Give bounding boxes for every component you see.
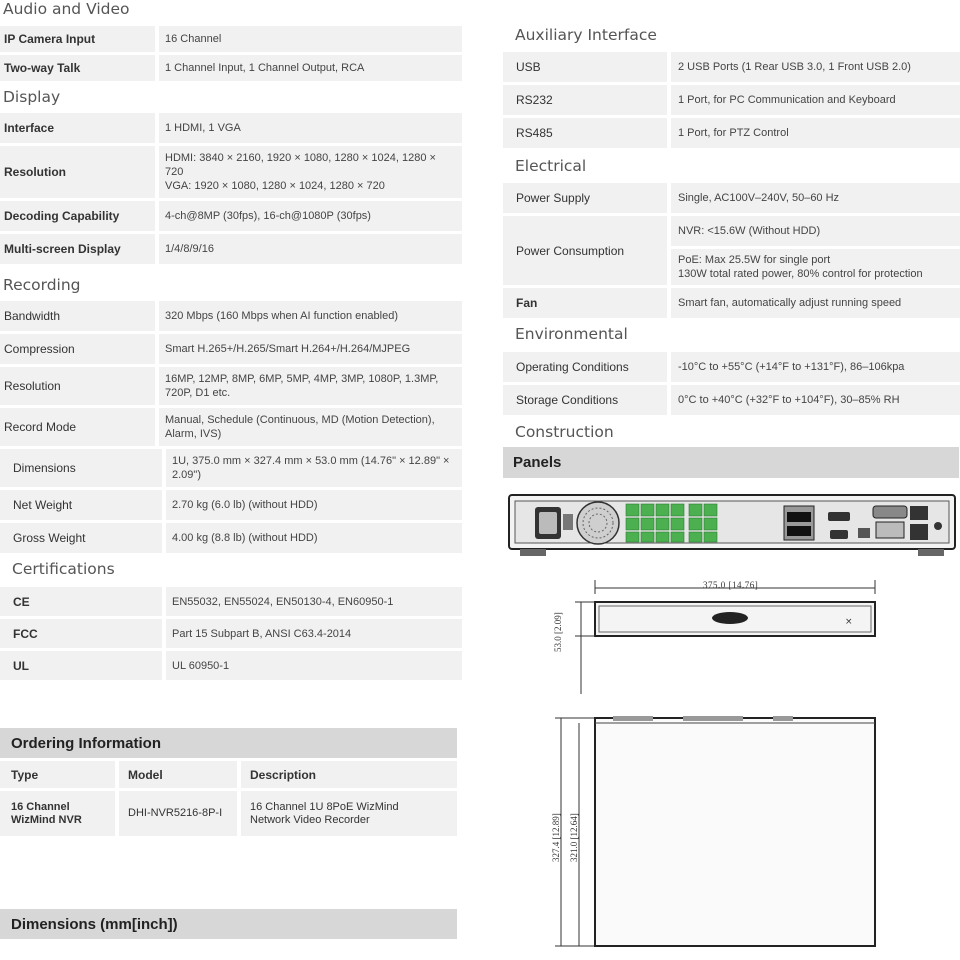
spec-value: 2.70 kg (6.0 lb) (without HDD)	[166, 490, 462, 520]
ordering-info-header: Ordering Information	[0, 728, 457, 758]
spec-row	[503, 216, 960, 285]
spec-row	[0, 201, 462, 231]
spec-value: Single, AC100V–240V, 50–60 Hz	[671, 183, 960, 213]
spec-value: -10°C to +55°C (+14°F to +131°F), 86–106kpa	[671, 352, 960, 382]
spec-value: 1 Channel Input, 1 Channel Output, RCA	[159, 55, 462, 81]
spec-row	[0, 113, 462, 143]
spec-row	[0, 651, 462, 680]
spec-value: 1 Port, for PTZ Control	[671, 118, 960, 148]
spec-label: Operating Conditions	[503, 352, 667, 382]
front-view-drawing	[567, 576, 887, 696]
spec-label: RS485	[503, 118, 667, 148]
spec-value: Smart fan, automatically adjust running speed	[671, 288, 960, 318]
spec-label: Resolution	[0, 367, 155, 405]
spec-label: Multi-screen Display	[0, 234, 155, 264]
ordering-description: 16 Channel 1U 8PoE WizMind Network Video Recorder	[241, 791, 457, 836]
spec-value: 16MP, 12MP, 8MP, 6MP, 5MP, 4MP, 3MP, 1080P, 1.3MP, 720P, D1 etc.	[159, 367, 462, 405]
spec-value: EN55032, EN55024, EN50130-4, EN60950-1	[166, 587, 462, 616]
spec-label: Two-way Talk	[0, 55, 155, 81]
spec-value: 4.00 kg (8.8 lb) (without HDD)	[166, 523, 462, 553]
spec-row	[503, 183, 960, 213]
spec-row	[0, 587, 462, 616]
spec-label: RS232	[503, 85, 667, 115]
top-view-drawing	[543, 714, 883, 952]
spec-value: 1U, 375.0 mm × 327.4 mm × 53.0 mm (14.76" × 12.89" × 2.09")	[166, 449, 462, 487]
spec-row	[0, 301, 462, 331]
spec-row	[0, 55, 462, 81]
spec-row	[0, 26, 462, 52]
dimensions-header: Dimensions (mm[inch])	[0, 909, 457, 939]
spec-row	[503, 352, 960, 382]
rear-panel-drawing	[508, 492, 958, 560]
spec-label: Gross Weight	[0, 523, 162, 553]
spec-label: Storage Conditions	[503, 385, 667, 415]
spec-value: Smart H.265+/H.265/Smart H.264+/H.264/MJPEG	[159, 334, 462, 364]
ordering-type: 16 Channel WizMind NVR	[0, 791, 115, 836]
spec-row	[0, 334, 462, 364]
spec-row	[503, 52, 960, 82]
certifications-table	[0, 587, 462, 683]
auxiliary-table	[503, 52, 960, 151]
spec-value: Manual, Schedule (Continuous, MD (Motion Detection), Alarm, IVS)	[159, 408, 462, 446]
physical-table	[0, 449, 462, 556]
spec-label: Power Consumption	[503, 216, 667, 285]
spec-label: USB	[503, 52, 667, 82]
spec-row	[0, 523, 462, 553]
recording-table	[0, 301, 462, 449]
section-title-construction: Construction	[515, 423, 614, 441]
depth-dimension-label: 327.4 [12.89]	[551, 813, 561, 862]
spec-row	[503, 288, 960, 318]
spec-label: IP Camera Input	[0, 26, 155, 52]
spec-value: 1 Port, for PC Communication and Keyboard	[671, 85, 960, 115]
environmental-table	[503, 352, 960, 418]
spec-value: HDMI: 3840 × 2160, 1920 × 1080, 1280 × 1024, 1280 × 720 VGA: 1920 × 1080, 1280 × 1024, 1280 × 720	[159, 146, 462, 198]
panels-header: Panels	[503, 447, 959, 478]
audio-video-table	[0, 26, 462, 84]
spec-label: Interface	[0, 113, 155, 143]
spec-value: UL 60950-1	[166, 651, 462, 680]
svg-text:×: ×	[845, 617, 853, 627]
section-title-certifications: Certifications	[12, 560, 115, 578]
spec-value-group	[671, 216, 960, 285]
spec-value: Part 15 Subpart B, ANSI C63.4-2014	[166, 619, 462, 648]
spec-value: PoE: Max 25.5W for single port 130W total rated power, 80% control for protection	[671, 249, 960, 285]
spec-row	[0, 367, 462, 405]
spec-value: 320 Mbps (160 Mbps when AI function enabled)	[159, 301, 462, 331]
spec-label: Resolution	[0, 146, 155, 198]
spec-label: Power Supply	[503, 183, 667, 213]
spec-row	[0, 234, 462, 264]
section-title-display: Display	[3, 88, 61, 106]
table-row	[0, 791, 457, 836]
spec-value: 4-ch@8MP (30fps), 16-ch@1080P (30fps)	[159, 201, 462, 231]
spec-label: Bandwidth	[0, 301, 155, 331]
spec-label: CE	[0, 587, 162, 616]
column-header-model: Model	[119, 761, 237, 788]
spec-label: Compression	[0, 334, 155, 364]
spec-label: Decoding Capability	[0, 201, 155, 231]
electrical-table	[503, 183, 960, 321]
spec-row	[0, 146, 462, 198]
spec-label: Net Weight	[0, 490, 162, 520]
display-table	[0, 113, 462, 267]
column-header-description: Description	[241, 761, 457, 788]
column-header-type: Type	[0, 761, 115, 788]
spec-value: 0°C to +40°C (+32°F to +104°F), 30–85% RH	[671, 385, 960, 415]
section-title-electrical: Electrical	[515, 157, 587, 175]
section-title-auxiliary: Auxiliary Interface	[515, 26, 657, 44]
spec-label: Fan	[503, 288, 667, 318]
depth-inner-dimension-label: 321.0 [12.64]	[569, 813, 579, 862]
spec-row	[0, 619, 462, 648]
section-title-environmental: Environmental	[515, 325, 628, 343]
spec-row	[0, 490, 462, 520]
spec-value: 2 USB Ports (1 Rear USB 3.0, 1 Front USB 2.0)	[671, 52, 960, 82]
spec-label: Dimensions	[0, 449, 162, 487]
spec-row	[0, 449, 462, 487]
spec-label: FCC	[0, 619, 162, 648]
spec-row	[0, 408, 462, 446]
spec-row	[503, 118, 960, 148]
section-title-recording: Recording	[3, 276, 81, 294]
height-dimension-label: 53.0 [2.09]	[553, 612, 563, 652]
ordering-model: DHI-NVR5216-8P-I	[119, 791, 237, 836]
spec-label: Record Mode	[0, 408, 155, 446]
spec-value: 1 HDMI, 1 VGA	[159, 113, 462, 143]
ordering-table-header	[0, 761, 457, 788]
spec-row	[503, 85, 960, 115]
spec-value: 1/4/8/9/16	[159, 234, 462, 264]
spec-label: UL	[0, 651, 162, 680]
spec-value: 16 Channel	[159, 26, 462, 52]
width-dimension-label: 375.0 [14.76]	[703, 580, 759, 590]
spec-value: NVR: <15.6W (Without HDD)	[671, 216, 960, 246]
section-title-audio-video: Audio and Video	[3, 0, 130, 18]
spec-row	[503, 385, 960, 415]
